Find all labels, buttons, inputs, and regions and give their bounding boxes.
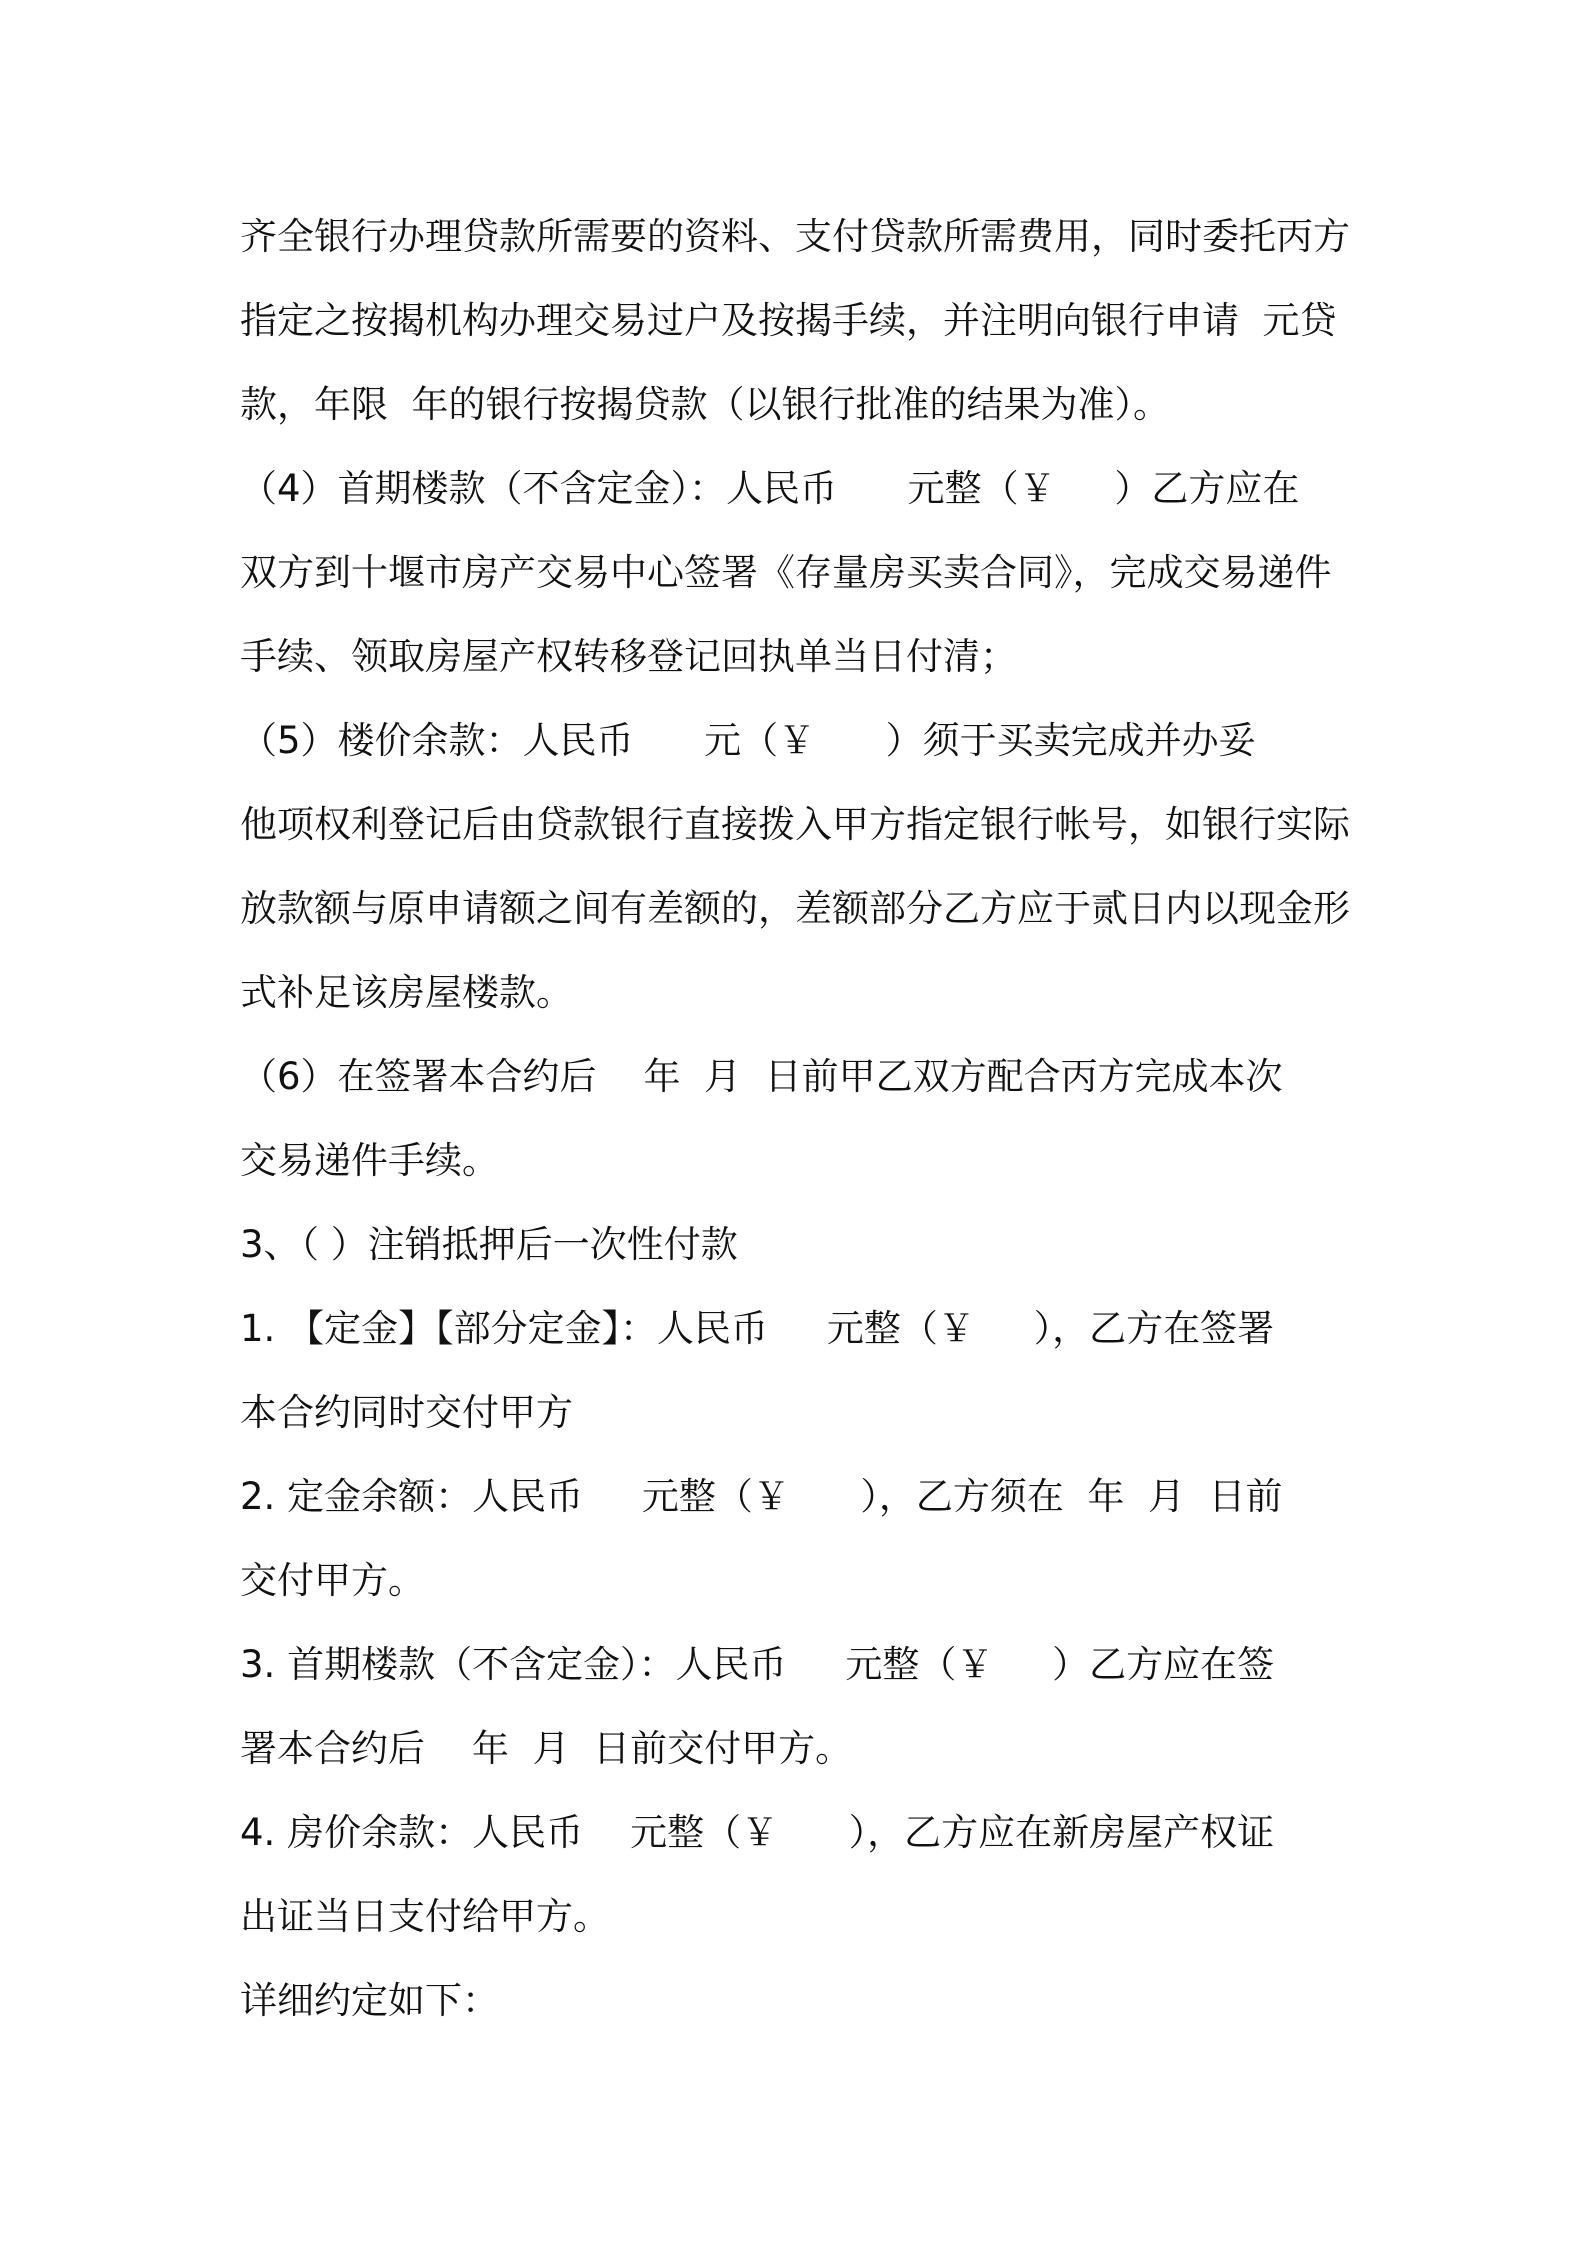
text-line: 出证当日支付给甲方。 — [240, 1895, 610, 1938]
clause-6-filing: （6）在签署本合约后 年 月 日前甲乙双方配合丙方完成本次 — [240, 1055, 1283, 1098]
text-line: 他项权利登记后由贷款银行直接拨入甲方指定银行帐号，如银行实际 — [240, 803, 1350, 846]
document-body — [240, 195, 1350, 2043]
text-line: 放款额与原申请额之间有差额的，差额部分乙方应于贰日内以现金形 — [240, 887, 1350, 930]
text-line: 署本合约后 年 月 日前交付甲方。 — [240, 1727, 853, 1770]
text-line: 双方到十堰市房产交易中心签署《存量房买卖合同》，完成交易递件 — [240, 551, 1332, 594]
item-3-first-payment: 3. 首期楼款（不含定金）：人民币 元整（￥ ）乙方应在签 — [240, 1643, 1275, 1686]
text-line: 齐全银行办理贷款所需要的资料、支付贷款所需费用，同时委托丙方 — [240, 215, 1350, 258]
text-line: 手续、领取房屋产权转移登记回执单当日付清； — [240, 635, 1017, 678]
text-line: 指定之按揭机构办理交易过户及按揭手续，并注明向银行申请 元贷 — [240, 299, 1337, 342]
item-4-price-balance: 4. 房价余款：人民币 元整（￥ ），乙方应在新房屋产权证 — [240, 1811, 1275, 1854]
clause-5-balance-payment: （5）楼价余款：人民币 元（￥ ）须于买卖完成并办妥 — [240, 719, 1256, 762]
text-line: 交付甲方。 — [240, 1559, 425, 1602]
text-line: 交易递件手续。 — [240, 1139, 499, 1182]
details-heading: 详细约定如下： — [240, 1979, 499, 2022]
item-1-deposit: 1. 【定金】【部分定金】：人民币 元整（￥ ），乙方在签署 — [240, 1307, 1275, 1350]
text-line: 式补足该房屋楼款。 — [240, 971, 573, 1014]
item-2-deposit-balance: 2. 定金余额：人民币 元整（￥ ），乙方须在 年 月 日前 — [240, 1475, 1283, 1518]
text-line: 本合约同时交付甲方 — [240, 1391, 573, 1434]
text-line: 款，年限 年的银行按揭贷款（以银行批准的结果为准）。 — [240, 383, 1171, 426]
section-3-heading: 3、（ ）注销抵押后一次性付款 — [240, 1223, 738, 1266]
clause-4-first-payment: （4）首期楼款（不含定金）：人民币 元整（￥ ）乙方应在 — [240, 467, 1300, 510]
